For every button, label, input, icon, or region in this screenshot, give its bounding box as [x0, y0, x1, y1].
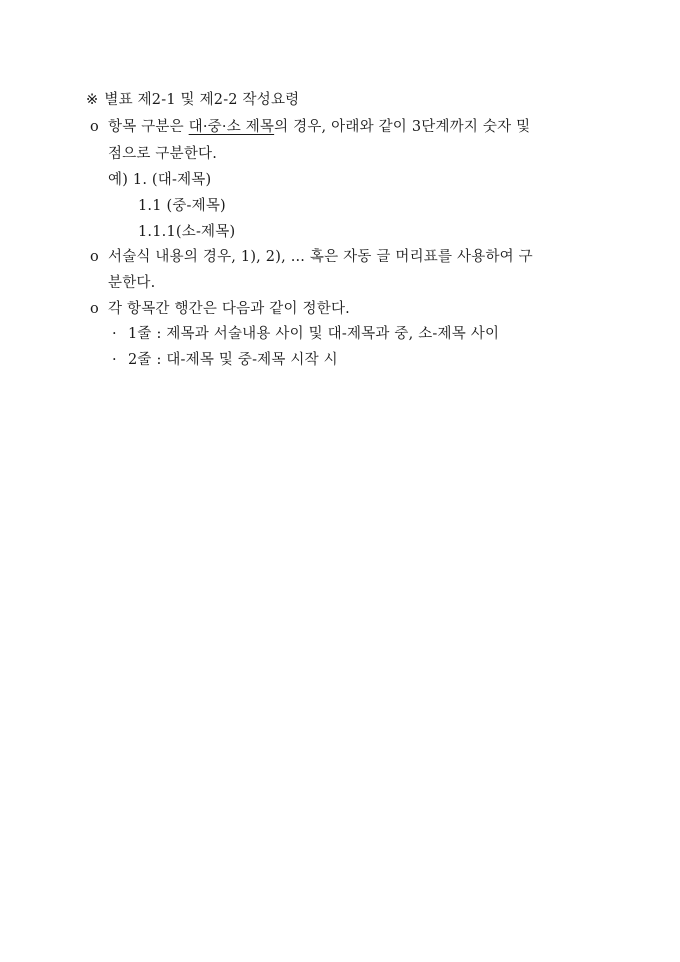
- subitem2-text: 2줄 : 대-제목 및 중-제목 시작 시: [128, 352, 338, 368]
- subitem1-bullet: ·: [112, 326, 117, 342]
- reference-mark: ※: [86, 92, 99, 108]
- examples-line-1: [108, 170, 211, 190]
- example-2: 1.1 (중-제목): [138, 198, 226, 214]
- example-3: 1.1.1(소-제목): [138, 224, 236, 240]
- heading-text: 별표 제2-1 및 제2-2 작성요령: [104, 92, 300, 108]
- item1-line1-pre: 항목 구분은: [108, 119, 189, 135]
- item1-bullet: o: [90, 119, 99, 135]
- item2-line1: 서술식 내용의 경우, 1), 2), ... 혹은 자동 글 머리표를 사용하여 구: [108, 249, 533, 265]
- subitem1-text: 1줄 : 제목과 서술내용 사이 및 대-제목과 중, 소-제목 사이: [128, 326, 500, 342]
- item3-bullet: o: [90, 301, 99, 317]
- item1-line2: 점으로 구분한다.: [108, 146, 218, 162]
- heading-line: [86, 90, 299, 110]
- item2-bullet: o: [90, 249, 99, 265]
- example-1: 1. (대-제목): [132, 172, 212, 188]
- subitem2-bullet: ·: [112, 352, 117, 368]
- item1-line1-post: 의 경우, 아래와 같이 3단계까지 숫자 및: [274, 119, 531, 135]
- item1-underlined-text: 대·중·소 제목: [188, 119, 275, 135]
- item3-line1: 각 항목간 행간은 다음과 같이 정한다.: [108, 301, 350, 317]
- examples-label: 예): [108, 172, 129, 188]
- item1-line1: [108, 117, 530, 137]
- item2-line2: 분한다.: [108, 275, 156, 291]
